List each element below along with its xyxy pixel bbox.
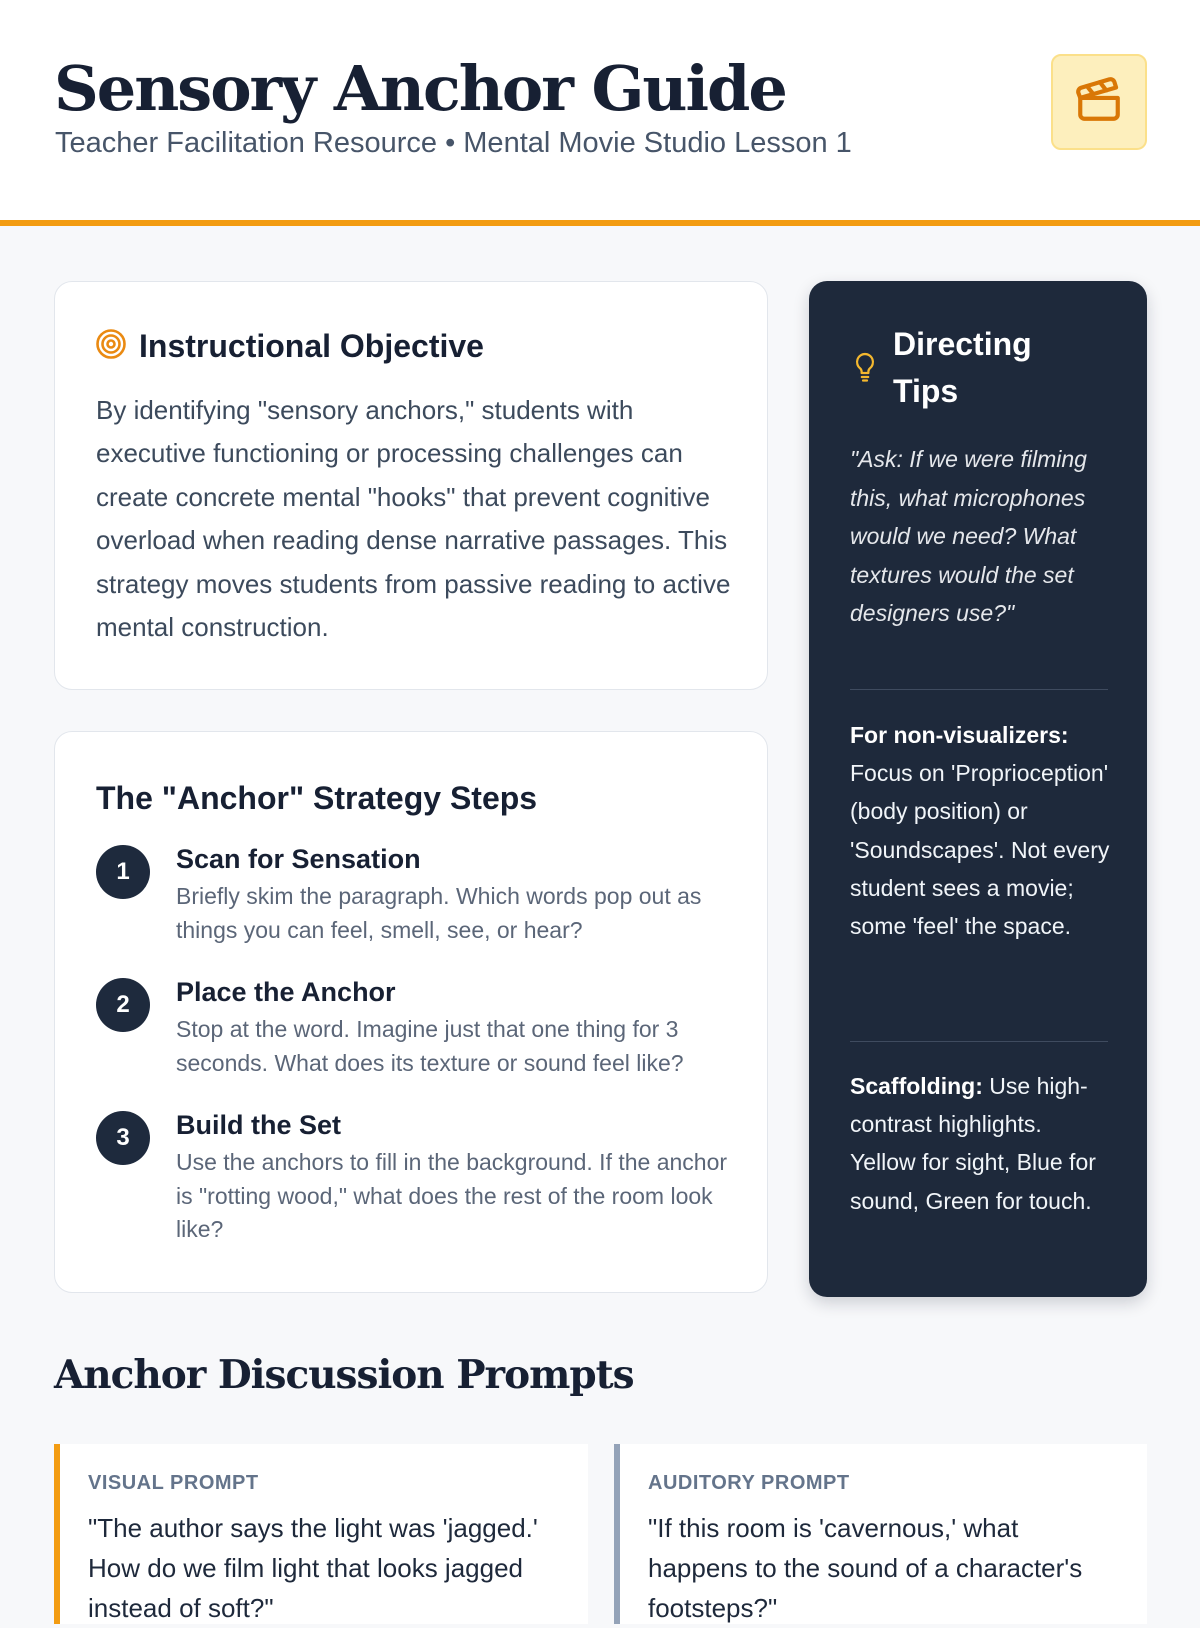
prompts-section-title: Anchor Discussion Prompts <box>54 1352 634 1398</box>
step-number-badge: 3 <box>96 1111 150 1165</box>
step-heading: Scan for Sensation <box>176 844 421 874</box>
tip-label: For non-visualizers: <box>850 722 1069 748</box>
prompt-text: "If this room is 'cavernous,' what happens to the sound of a character's footsteps?" <box>648 1513 1083 1623</box>
tip-text: Focus on 'Proprioception' (body position) or 'Soundscapes'. Not every student sees a movie; some 'feel' the space. <box>850 760 1110 940</box>
step-description: Briefly skim the paragraph. Which words pop out as things you can feel, smell, see, or hear? <box>176 883 702 943</box>
auditory-prompt-card <box>614 1444 1147 1624</box>
tips-divider <box>850 689 1108 690</box>
prompt-label: AUDITORY PROMPT <box>648 1472 850 1494</box>
strategy-steps-card <box>54 731 768 1293</box>
tip-scaffolding <box>850 1067 1112 1220</box>
lightbulb-icon <box>853 351 877 388</box>
directing-tips-panel <box>809 281 1147 1297</box>
objective-heading <box>95 328 484 365</box>
clapperboard-badge <box>1051 54 1147 150</box>
prompt-label: VISUAL PROMPT <box>88 1472 259 1494</box>
tips-divider <box>850 1041 1108 1042</box>
objective-title: Instructional Objective <box>139 328 484 364</box>
step-number-badge: 1 <box>96 845 150 899</box>
page-header <box>0 0 1200 226</box>
step-description: Use the anchors to fill in the background. If the anchor is "rotting wood," what does the rest of the room look like? <box>176 1149 728 1242</box>
tips-title: Directing Tips <box>893 326 1032 409</box>
target-icon <box>95 328 127 365</box>
visual-prompt-card <box>54 1444 588 1624</box>
clapperboard-icon <box>1074 75 1124 130</box>
step-heading: Place the Anchor <box>176 977 396 1007</box>
objective-card <box>54 281 768 690</box>
tips-quote: "Ask: If we were filming this, what microphones would we need? What textures would the set designers use?" <box>850 446 1087 626</box>
prompt-text: "The author says the light was 'jagged.' How do we film light that looks jagged instead of soft?" <box>88 1513 538 1623</box>
step-heading: Build the Set <box>176 1110 342 1140</box>
tip-text: Use high-contrast highlights. Yellow for sight, Blue for sound, Green for touch. <box>850 1073 1096 1214</box>
objective-text: By identifying "sensory anchors," students with executive functioning or processing challenges can create concrete mental "hooks" that prevent cognitive overload when reading dense narrative passages. This strategy moves students from passive reading to active mental construction. <box>96 395 731 643</box>
page-subtitle: Teacher Facilitation Resource • Mental Movie Studio Lesson 1 <box>55 127 852 159</box>
tip-non-visualizers <box>850 716 1112 945</box>
strategy-title: The "Anchor" Strategy Steps <box>96 780 538 816</box>
page-title: Sensory Anchor Guide <box>54 52 786 125</box>
tip-label: Scaffolding: <box>850 1073 983 1099</box>
step-description: Stop at the word. Imagine just that one thing for 3 seconds. What does its texture or sound feel like? <box>176 1016 684 1076</box>
step-number-badge: 2 <box>96 978 150 1032</box>
